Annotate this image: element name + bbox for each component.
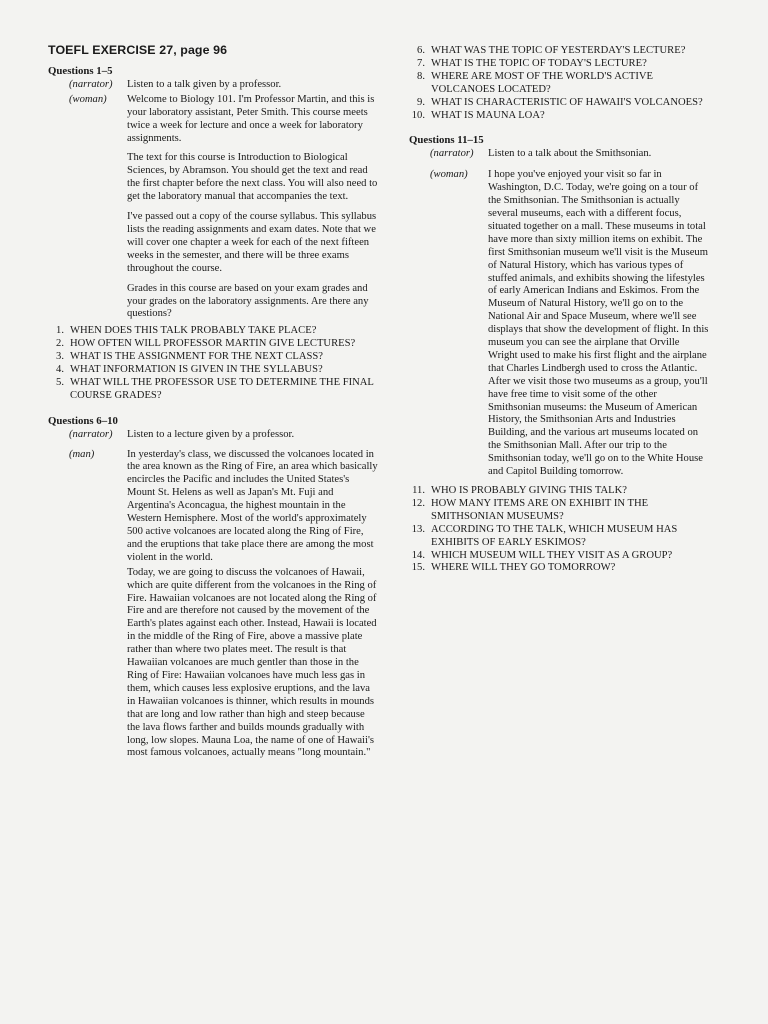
question-item: 11. WHO IS PROBABLY GIVING THIS TALK? [412,485,627,496]
question-item: 12. HOW MANY ITEMS ARE ON EXHIBIT IN THE SMITHSONIAN MUSEUMS? [411,497,649,522]
speaker-label: (woman) [69,93,107,105]
left-column [48,65,380,760]
turn-narrator [48,79,380,92]
question-item: 6. WHAT WAS THE TOPIC OF YESTERDAY'S LECTURE? [417,45,686,56]
question-item: 3. WHAT IS THE ASSIGNMENT FOR THE NEXT CLASS? [56,351,323,363]
turn-woman [48,94,380,322]
page-title: TOEFL EXERCISE 27, page 96 [48,43,228,57]
section-heading-6-10: Questions 6–10 [48,414,118,427]
question-item: 2. HOW OFTEN WILL PROFESSOR MARTIN GIVE LECTURES? [56,338,356,350]
speaker-label: (narrator) [69,428,113,440]
question-item: 14. WHICH MUSEUM WILL THEY VISIT AS A GROUP? [411,549,673,561]
speech-paragraph: The text for this course is Introduction to Biological Sciences, by Abramson. You should get the text and read the first chapter before the next class. You will also need to get the laboratory manual that accompanies the text. [127,152,378,203]
speaker-label: (narrator) [69,78,113,90]
question-item: 4. WHAT INFORMATION IS GIVEN IN THE SYLLABUS? [56,364,323,376]
speaker-label: (woman) [430,169,468,181]
question-item: 15. WHERE WILL THEY GO TOMORROW? [411,562,616,574]
speech-paragraph: Grades in this course are based on your exam grades and your grades on the laboratory assignments. Are there any questions? [127,282,369,320]
section-heading-11-15: Questions 11–15 [409,134,484,147]
question-item: 10. WHAT IS MAUNA LOA? [411,109,545,121]
question-item: 9. WHAT IS CHARACTERISTIC OF HAWAII'S VOLCANOES? [417,96,703,108]
speech-paragraph: Today, we are going to discuss the volcanoes of Hawaii, which are quite different from the volcanoes in the Ring of Fire. Hawaiian volcanoes are not located along the Ring of Fire and are therefore not caused by the movement of the Earth's plates against each other. Instead, Hawaii is located in the middle of the Ring of Fire, above a massive plate rather than where two plates meet. The result is that Hawaiian volcanoes are much gentler than those in the Ring of Fire: Hawaiian volcanoes have much less gas in them, which causes less explosive eruptions, and the lava in Hawaiian volcanoes is thinner, which results in mounds that are long and low rather than high and steep because the lava flows farther and builds mounds gradually with long, low slopes. Mauna Loa, the name of one of Hawaii's most famous volcanoes, actually means "long mountain." [127,566,377,759]
question-list-11-15 [409,485,709,575]
speech-paragraph: Listen to a talk about the Smithsonian. [488,148,652,160]
speaker-label: (narrator) [430,148,474,160]
turn-man [48,449,380,761]
speech-paragraph: Listen to a talk given by a professor. [127,78,282,90]
turn-narrator [409,148,709,161]
question-item: 7. WHAT IS THE TOPIC OF TODAY'S LECTURE? [417,57,647,69]
question-item: 5. WHAT WILL THE PROFESSOR USE TO DETERMINE THE FINAL COURSE GRADES? [56,376,374,401]
question-item: 8. WHERE ARE MOST OF THE WORLD'S ACTIVE VOLCANOES LOCATED? [417,70,654,95]
section-heading-1-5: Questions 1–5 [48,65,113,77]
speech-paragraph: In yesterday's class, we discussed the volcanoes located in the area known as the Ring of Fire, an area which basically encircles the Pacific and includes the United States's Mount St. Helens as well as Japan's Mt. Fuji and Argentina's Aconcagua, the highest mountain in the Western Hemisphere. Most of the world's approximately 500 active volcanoes are located along the Ring of Fire, and the eruptions that take place there are among the most violent in the world. [127,448,378,563]
question-list-1-5 [48,325,380,402]
speech-paragraph: Listen to a lecture given by a professor. [127,428,295,440]
question-item: 13. ACCORDING TO THE TALK, WHICH MUSEUM HAS EXHIBITS OF EARLY ESKIMOS? [411,523,678,548]
speech-paragraph: I've passed out a copy of the course syllabus. This syllabus lists the reading assignments and exam dates. Note that we will cover one chapter a week for each of the next fifteen weeks in the semester, and there will be three exams throughout the course. [127,211,377,274]
question-item: 1. WHEN DOES THIS TALK PROBABLY TAKE PLACE? [56,325,317,337]
right-column [409,45,709,575]
speaker-label: (man) [69,448,95,460]
turn-narrator [48,429,380,442]
speech-paragraph: Welcome to Biology 101. I'm Professor Martin, and this is your laboratory assistant, Peter Smith. This course meets twice a week for lecture and once a week for laboratory assignments. [127,93,375,144]
question-list-6-10 [409,45,709,122]
speech-paragraph: I hope you've enjoyed your visit so far in Washington, D.C. Today, we're going on a tour of the Smithsonian. The Smithsonian is actually several museums, each with a different focus, situated together on a mall. These museums in total have more than sixty million items on exhibit. The first Smithsonian museum we'll visit is the Museum of Natural History, which has various types of stuffed animals, and exhibits showing the lifestyles of early American Indians and Eskimos. From the Museum of Natural History, we'll go on to the National Air and Space Museum, where we'll see displays that show the development of flight. In this museum you can see the airplane that Orville Wright used to make his first flight and the airplane that Charles Lindbergh used to cross the Atlantic. After we visit those two museums as a group, you'll have free time to visit some of the other Smithsonian museums: the Museum of American History, the Smithsonian Arts and Industries Building, and the various art museums located on the Smithsonian Mall. After our trip to the Smithsonian today, we'll go on to the White House and Capitol Building tomorrow. [488,169,709,478]
turn-woman [409,169,709,479]
